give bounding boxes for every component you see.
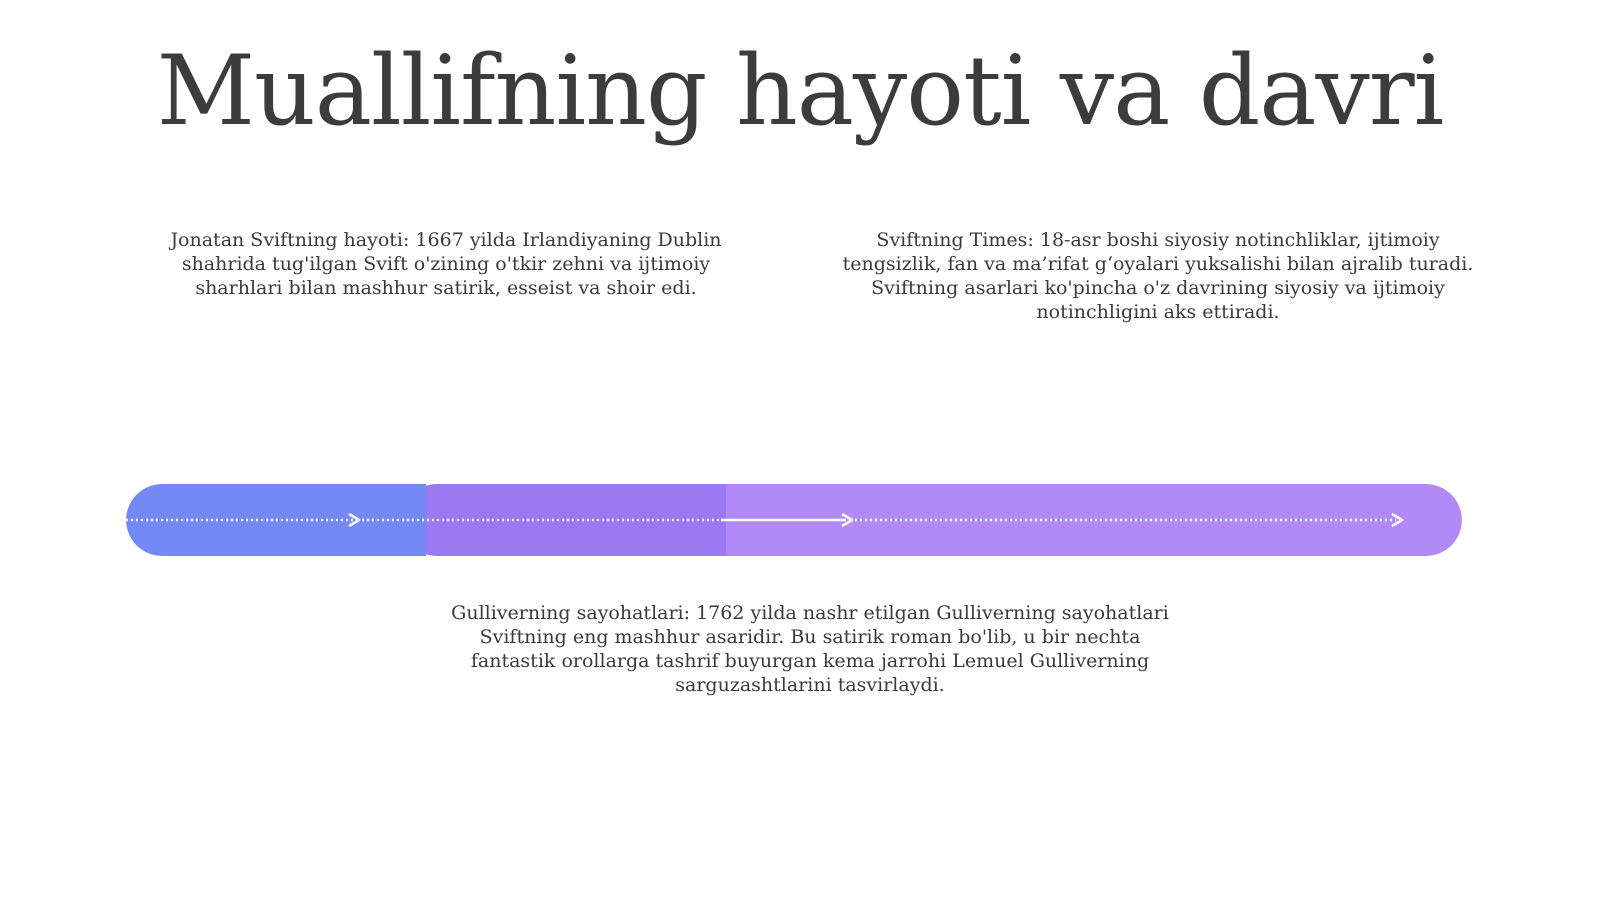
arrow-right-icon	[1392, 514, 1402, 526]
life-text-block: Jonatan Sviftning hayoti: 1667 yilda Irlandiyaning Dublin shahrida tug'ilgan Svift o'zining o'tkir zehni va ijtimoiy sharhlari bilan mashhur satirik, esseist va shoir edi.	[170, 229, 722, 299]
times-text-block: Sviftning Times: 18-asr boshi siyosiy notinchliklar, ijtimoiy tengsizlik, fan va ma’rifat g‘oyalari yuksalishi bilan ajralib turadi. Sviftning asarlari ko'pincha o'z davrining siyosiy va ijtimoiy notinchligini aks ettiradi.	[842, 229, 1474, 323]
slide-title: Muallifning hayoti va davri	[156, 35, 1444, 147]
timeline-bar	[126, 484, 1462, 556]
arrow-right-icon	[349, 514, 359, 526]
gulliver-text-block: Gulliverning sayohatlari: 1762 yilda nashr etilgan Gulliverning sayohatlari Sviftning eng mashhur asaridir. Bu satirik roman bo'lib, u bir nechta fantastik orollarga tashrif buyurgan kema jarrohi Lemuel Gulliverning sarguzashtlarini tasvirlaydi.	[451, 602, 1169, 696]
timeline-track	[126, 484, 1462, 556]
